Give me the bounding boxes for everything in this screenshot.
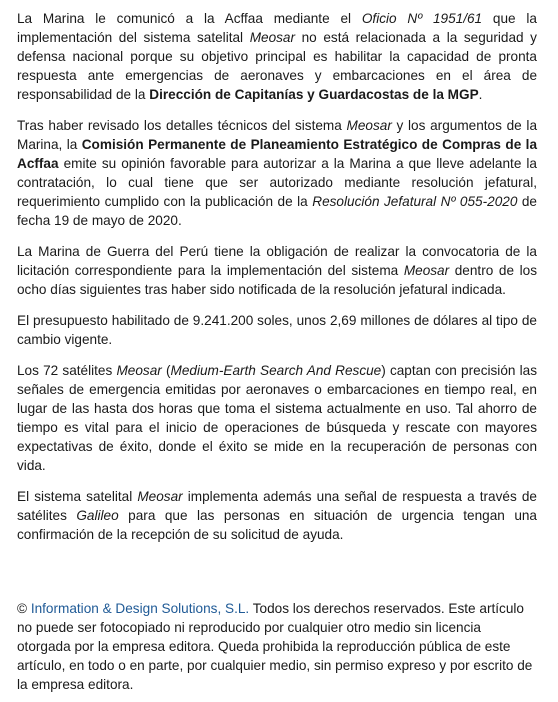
company-link[interactable]: Information & Design Solutions, S.L.	[30, 601, 250, 616]
bold-text: Dirección de Capitanías y Guardacostas de la MGP	[149, 87, 479, 102]
text-segment: emite su opinión favorable para autorizar a la Marina a que lleve adelante la contratación, lo cual tiene que ser autorizado mediante resolución jefatural, requerimiento cumplido con la publicación de la	[17, 156, 537, 209]
text-segment: ) captan con precisión las señales de emergencia emitidas por aeronaves o embarcaciones en tiempo real, en lugar de las hasta dos horas que toma el sistema actualmente en uso. Tal ahorro de tiempo es vital para el inicio de operaciones de búsqueda y rescate con mayores expectativas de éxito, donde el éxito se mide en la recuperación de personas con vida.	[17, 363, 537, 473]
article-paragraph	[17, 9, 537, 104]
italic-text: Meosar	[137, 489, 183, 504]
text-segment: .	[478, 87, 483, 102]
italic-text: Meosar	[403, 263, 450, 278]
article-paragraph	[17, 361, 537, 475]
copyright-body: Todos los derechos reservados. Este artículo no puede ser fotocopiado ni reproducido por cualquier otro medio sin licencia otorgada por la empresa editora. Queda prohibida la reproducción pública de este artículo, en todo o en parte, por cualquier medio, sin permiso expreso y por escrito de la empresa editora.	[17, 601, 533, 692]
text-segment: La Marina de Guerra del Perú tiene la obligación de realizar la convocatoria de la licitación correspondiente para la implementación del sistema	[17, 244, 537, 278]
text-segment: Los 72 satélites	[17, 363, 117, 378]
article-paragraph	[17, 311, 537, 349]
italic-text: Resolución Jefatural Nº 055-2020	[312, 194, 518, 209]
article-paragraph	[17, 487, 537, 544]
text-segment: La Marina le comunicó a la Acffaa mediante el	[17, 11, 362, 26]
text-segment: y los argumentos de la Marina, la	[17, 118, 538, 152]
italic-text: Medium-Earth Search And Rescue	[170, 363, 382, 378]
text-segment: dentro de los ocho días siguientes tras haber sido notificada de la resolución jefatural indicada.	[17, 263, 537, 297]
text-segment: implementa además una señal de respuesta a través de satélites	[17, 489, 537, 523]
text-segment: (	[161, 363, 171, 378]
italic-text: Meosar	[346, 118, 392, 133]
article-body	[17, 9, 537, 556]
copyright-symbol: ©	[17, 601, 28, 616]
article-paragraph	[17, 242, 537, 299]
italic-text: Meosar	[249, 30, 296, 45]
italic-text: Oficio Nº 1951/61	[361, 11, 483, 26]
article-paragraph	[17, 116, 537, 230]
bold-text: Comisión Permanente de Planeamiento Estratégico de Compras de la Acffaa	[17, 137, 538, 171]
text-segment: de fecha 19 de mayo de 2020.	[17, 194, 537, 228]
copyright-notice	[17, 599, 537, 694]
text-segment: para que las personas en situación de urgencia tengan una confirmación de la recepción de su solicitud de ayuda.	[17, 508, 537, 542]
italic-text: Meosar	[116, 363, 162, 378]
text-segment: Tras haber revisado los detalles técnicos del sistema	[17, 118, 347, 133]
text-segment: El sistema satelital	[17, 489, 138, 504]
text-segment: no está relacionada a la seguridad y defensa nacional porque su objetivo principal es habilitar la capacidad de pronta respuesta ante emergencias de aeronaves y embarcaciones en el área de responsabilidad de la	[17, 30, 537, 102]
text-segment: que la implementación del sistema satelital	[17, 11, 537, 45]
text-segment: El presupuesto habilitado de 9.241.200 soles, unos 2,69 millones de dólares al tipo de cambio vigente.	[17, 313, 537, 347]
copyright-text	[17, 599, 537, 694]
italic-text: Galileo	[76, 508, 119, 523]
